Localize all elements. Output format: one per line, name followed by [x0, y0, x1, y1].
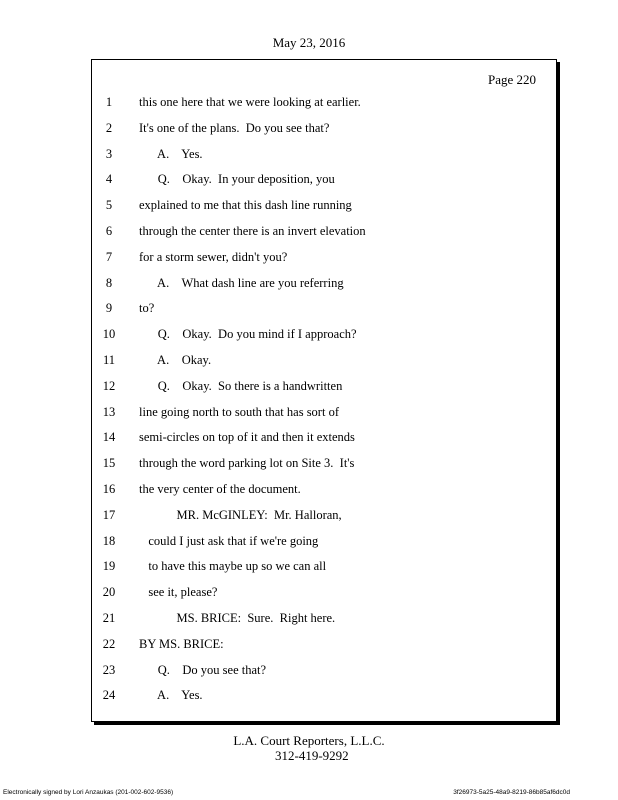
transcript-line — [92, 531, 556, 551]
transcript-line — [92, 685, 556, 705]
line-number: 21 — [102, 611, 116, 625]
signature-right: 3f26973-5a25-48a9-8219-86b85af6dc0d — [453, 789, 570, 796]
line-text: Q. Okay. Do you mind if I approach? — [139, 327, 357, 342]
line-text: MS. BRICE: Sure. Right here. — [139, 611, 336, 625]
transcript-line — [92, 505, 556, 525]
transcript-line — [92, 350, 556, 370]
transcript-line — [92, 453, 556, 473]
transcript-line — [92, 169, 556, 189]
line-number: 7 — [105, 249, 113, 264]
line-number: 22 — [102, 636, 116, 651]
line-text: line going north to south that has sort of — [139, 404, 339, 419]
transcript-line — [92, 660, 556, 680]
line-number: 5 — [105, 198, 113, 213]
line-text: could I just ask that if we're going — [139, 533, 319, 548]
transcript-page — [91, 59, 557, 722]
line-number: 13 — [102, 404, 116, 419]
line-number: 19 — [102, 559, 116, 574]
line-number: 14 — [102, 430, 116, 445]
line-text: A. Yes. — [139, 146, 203, 161]
line-text: BY MS. BRICE: — [139, 636, 224, 651]
transcript-line — [92, 479, 556, 499]
signature-left: Electronically signed by Lori Anzaukas (201-002-602-9536) — [3, 789, 174, 796]
line-number: 6 — [105, 224, 113, 238]
line-text: Q. Okay. So there is a handwritten — [139, 378, 343, 393]
line-text: A. Okay. — [139, 353, 212, 367]
line-text: through the word parking lot on Site 3. It's — [139, 456, 355, 471]
line-number: 24 — [102, 688, 116, 703]
line-number: 2 — [105, 120, 113, 135]
line-number: 17 — [102, 507, 116, 522]
line-text: Q. Do you see that? — [139, 662, 267, 677]
line-text: to? — [139, 301, 155, 316]
transcript-line — [92, 556, 556, 576]
footer-company: L.A. Court Reporters, L.L.C. — [233, 733, 385, 748]
line-number: 16 — [102, 482, 116, 496]
transcript-line — [92, 195, 556, 215]
line-number: 3 — [105, 146, 113, 161]
line-text: Q. Okay. In your deposition, you — [139, 172, 335, 187]
line-number: 23 — [102, 662, 116, 677]
line-number: 10 — [102, 327, 116, 342]
line-text: MR. McGINLEY: Mr. Halloran, — [139, 507, 342, 522]
line-text: explained to me that this dash line running — [139, 198, 352, 213]
line-text: for a storm sewer, didn't you? — [139, 249, 288, 264]
line-text: to have this maybe up so we can all — [139, 559, 327, 574]
line-number: 1 — [105, 95, 113, 109]
line-number: 12 — [102, 378, 116, 393]
line-text: A. Yes. — [139, 688, 203, 703]
line-text: see it, please? — [139, 585, 218, 600]
line-text: this one here that we were looking at earlier. — [139, 95, 361, 109]
transcript-line — [92, 427, 556, 447]
line-text: semi-circles on top of it and then it extends — [139, 430, 355, 445]
footer-phone: 312-419-9292 — [275, 748, 349, 763]
line-text: A. What dash line are you referring — [139, 275, 344, 290]
transcript-line — [92, 221, 556, 241]
line-number: 4 — [105, 172, 113, 187]
transcript-line — [92, 608, 556, 628]
line-number: 9 — [105, 301, 113, 316]
header-date: May 23, 2016 — [272, 35, 346, 50]
transcript-line — [92, 273, 556, 293]
line-number: 15 — [102, 456, 116, 471]
transcript-line — [92, 582, 556, 602]
transcript-line — [92, 144, 556, 164]
transcript-line — [92, 298, 556, 318]
transcript-line — [92, 376, 556, 396]
line-number: 18 — [102, 533, 116, 548]
transcript-line — [92, 118, 556, 138]
line-text: It's one of the plans. Do you see that? — [139, 120, 330, 135]
line-text: through the center there is an invert elevation — [139, 224, 366, 238]
transcript-line — [92, 402, 556, 422]
line-text: the very center of the document. — [139, 482, 301, 496]
transcript-line — [92, 634, 556, 654]
transcript-line — [92, 324, 556, 344]
transcript-line — [92, 247, 556, 267]
line-number: 11 — [102, 353, 116, 367]
transcript-line — [92, 92, 556, 112]
line-number: 20 — [102, 585, 116, 600]
page-number: Page 220 — [487, 72, 536, 87]
line-number: 8 — [105, 275, 113, 290]
